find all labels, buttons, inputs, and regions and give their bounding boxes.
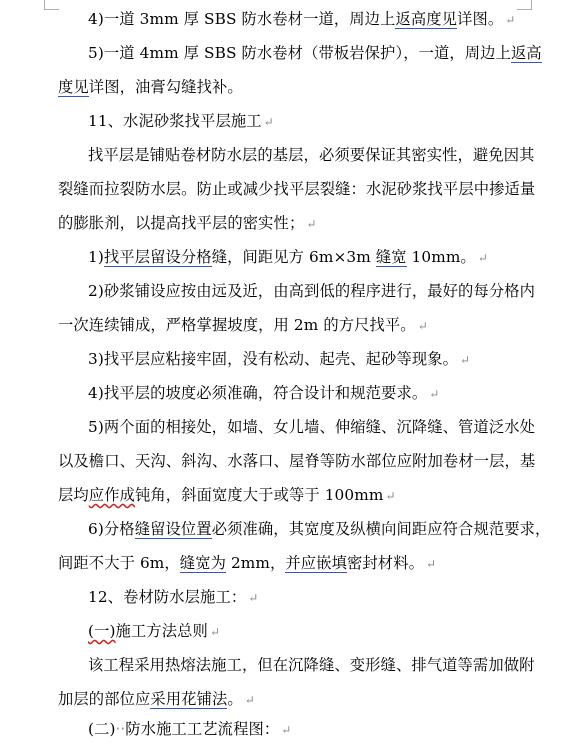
spellcheck-underlined-text: (一) [88,622,116,640]
paragraph-mark-icon: ↵ [426,557,437,571]
text-run: 找平层是铺贴卷材防水层的基层，必须要保证其密实性，避免因其 [88,146,535,164]
text-run: 6)分格 [88,520,135,538]
spellcheck-underlined-text: 应作成 [88,486,135,504]
paragraph-item-4-slope [88,376,528,411]
underlined-text: 找平层留设分格 [103,248,212,266]
paragraph-item-2-mortar-line2 [58,308,528,343]
paragraph-mark-icon: ↵ [248,591,259,605]
section-heading-12 [88,580,528,615]
text-run: 3)找平层应粘接牢固，没有松动、起壳、起砂等现象。 [88,350,459,368]
tab-marker: ·· [115,720,126,738]
underlined-text: 并应嵌填 [285,554,347,572]
text-run: 裂缝而拉裂防水层。防止或减少找平层裂缝：水泥砂浆找平层中掺适量 [58,180,536,198]
paragraph-leveling-intro-line3 [58,206,528,241]
paragraph-mark-icon: ↵ [477,251,488,265]
text-run: 以及檐口、天沟、斜沟、水落口、屋脊等防水部位应附加卷材一层，基 [58,452,536,470]
text-run: 2mm， [226,554,286,572]
text-run: 施工方法总则 [115,622,208,640]
underlined-text: 缝留设位置 [134,520,212,538]
text-run: 缝，间距见方 6m×3m [211,248,376,266]
text-run: 5)两个面的相接处，如墙、女儿墙、伸缩缝、沉降缝、管道泛水处 [88,418,536,436]
text-run: 1) [88,248,104,266]
underlined-text: 返高度见 [395,10,458,28]
paragraph-item-2-mortar-line1 [88,274,536,308]
text-run: 该工程采用热熔法施工，但在沉降缝、变形缝、排气道等需加做附 [88,656,535,674]
subheading-general-method [88,614,528,649]
paragraph-item-4-sbs-3mm [88,2,528,37]
text-run: 密封材料。 [347,554,424,572]
paragraph-hot-melt-line1 [88,648,535,682]
paragraph-mark-icon: ↵ [505,13,516,27]
text-run: 详图。 [457,10,504,28]
paragraph-item-5-junction-line3 [58,478,528,513]
paragraph-mark-icon: ↵ [417,319,428,333]
underlined-text: 缝宽为 [179,554,226,572]
paragraph-mark-icon: ↵ [385,489,396,503]
paragraph-item-5-junction-line1 [88,410,536,444]
paragraph-mark-icon: ↵ [306,217,317,231]
heading-text: 12、卷材防水层施工： [88,588,247,606]
paragraph-item-5-sbs-4mm-line2 [58,70,528,104]
page-corner-mark-left [44,0,59,10]
paragraph-mark-icon: ↵ [281,723,292,737]
underlined-text: 返高 [510,44,542,62]
text-run: 层均 [58,486,89,504]
text-run: 防水施工工艺流程图： [125,720,280,738]
text-run: 10mm。 [406,248,476,266]
paragraph-mark-icon: ↵ [429,387,440,401]
paragraph-item-3-bonding [88,342,528,377]
paragraph-item-6-joint-position-line2 [58,546,528,581]
text-run: 4)找平层的坡度必须准确，符合设计和规范要求。 [88,384,428,402]
text-run: 5)一道 4mm 厚 SBS 防水卷材（带板岩保护），一道，周边上 [88,44,511,62]
text-run: 一次连续铺成，严格掌握坡度，用 2m 的方尺找平。 [58,316,416,334]
paragraph-item-5-junction-line2 [58,444,536,478]
paragraph-item-1-joints [88,240,528,275]
text-run: 的膨胀剂，以提高找平层的密实性； [58,214,305,232]
heading-text: 11、水泥砂浆找平层施工 [88,112,262,130]
text-run: 。 [227,690,243,708]
underlined-text: 度见 [58,78,89,96]
text-run: 4)一道 3mm 厚 SBS 防水卷材一道，周边上 [88,10,396,28]
underlined-text: 缝宽 [375,248,407,266]
text-run: 钝角，斜面宽度大于或等于 100mm [135,486,384,504]
underlined-text: 采用花铺法 [150,690,228,708]
paragraph-mark-icon: ↵ [263,115,274,129]
paragraph-item-5-sbs-4mm-line1 [88,36,542,70]
text-run: 详图，油膏勾缝找补。 [88,78,243,96]
paragraph-mark-icon: ↵ [209,625,221,639]
text-run: (二) [88,720,116,738]
text-run: 必须准确，其宽度及纵横向间距应符合规范要求， [211,520,551,538]
text-run: 2)砂浆铺设应按由远及近，由高到低的程序进行，最好的每分格内 [88,282,536,300]
text-run: 间距不大于 6m， [58,554,180,572]
paragraph-item-6-joint-position-line1 [88,512,551,546]
paragraph-leveling-intro-line1 [88,138,535,172]
text-run: 加层的部位应 [58,690,151,708]
paragraph-leveling-intro-line2 [58,172,536,206]
section-heading-11 [88,104,528,139]
paragraph-mark-icon: ↵ [244,693,255,707]
paragraph-mark-icon: ↵ [460,353,471,367]
